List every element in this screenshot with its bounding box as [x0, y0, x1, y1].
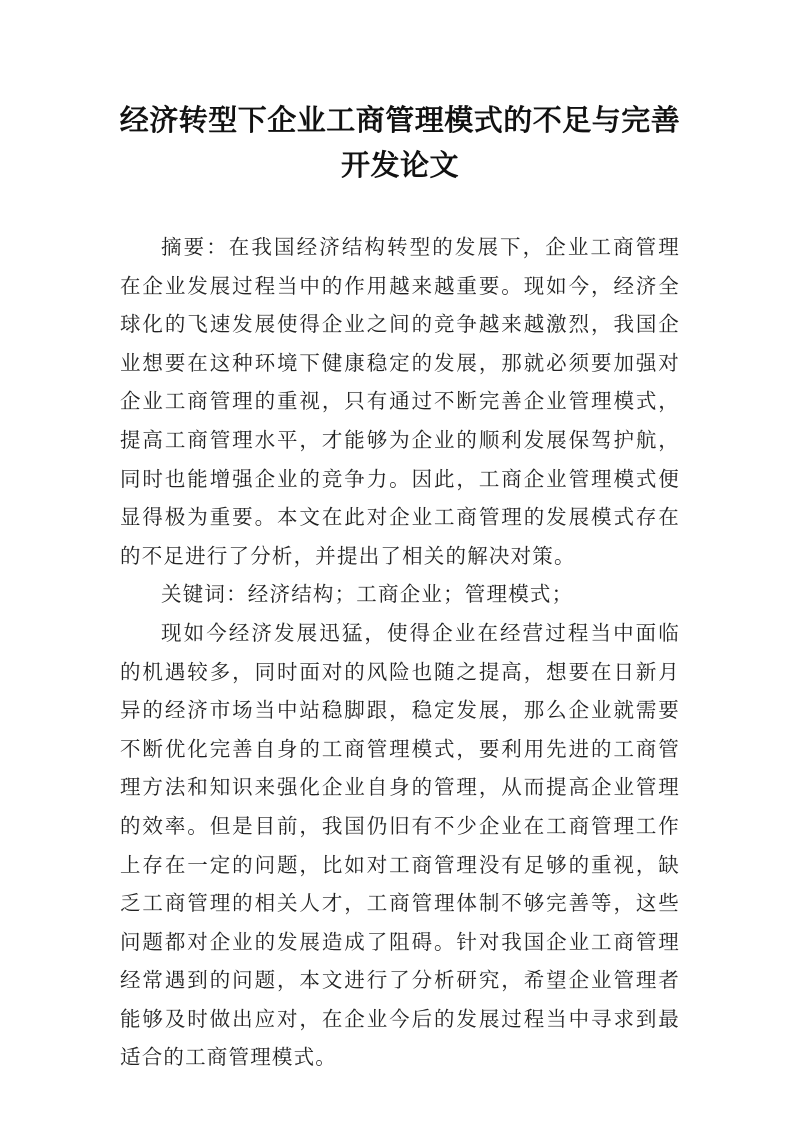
intro-paragraph: 现如今经济发展迅猛，使得企业在经营过程当中面临的机遇较多，同时面对的风险也随之提高，想要在日新月异的经济市场当中站稳脚跟，稳定发展，那么企业就需要不断优化完善自身的工商管理模式，要利用先进的工商管理方法和知识来强化企业自身的管理，从而提高企业管理的效率。但是目前，我国仍旧有不少企业在工商管理工作上存在一定的问题，比如对工商管理没有足够的重视，缺乏工商管理的相关人才，工商管理体制不够完善等，这些问题都对企业的发展造成了阻碍。针对我国企业工商管理经常遇到的问题，本文进行了分析研究，希望企业管理者能够及时做出应对，在企业今后的发展过程当中寻求到最适合的工商管理模式。 [120, 620, 680, 1070]
keywords-paragraph: 关键词：经济结构；工商企业；管理模式； [161, 582, 574, 607]
document-body [120, 228, 680, 1077]
abstract-paragraph: 摘要：在我国经济结构转型的发展下，企业工商管理在企业发展过程当中的作用越来越重要。现如今，经济全球化的飞速发展使得企业之间的竞争越来越激烈，我国企业想要在这种环境下健康稳定的发展，那就必须要加强对企业工商管理的重视，只有通过不断完善企业管理模式，提高工商管理水平，才能够为企业的顺利发展保驾护航，同时也能增强企业的竞争力。因此，工商企业管理模式便显得极为重要。本文在此对企业工商管理的发展模式存在的不足进行了分析，并提出了相关的解决对策。 [120, 235, 680, 568]
document-title: 经济转型下企业工商管理模式的不足与完善开发论文 [119, 103, 681, 182]
